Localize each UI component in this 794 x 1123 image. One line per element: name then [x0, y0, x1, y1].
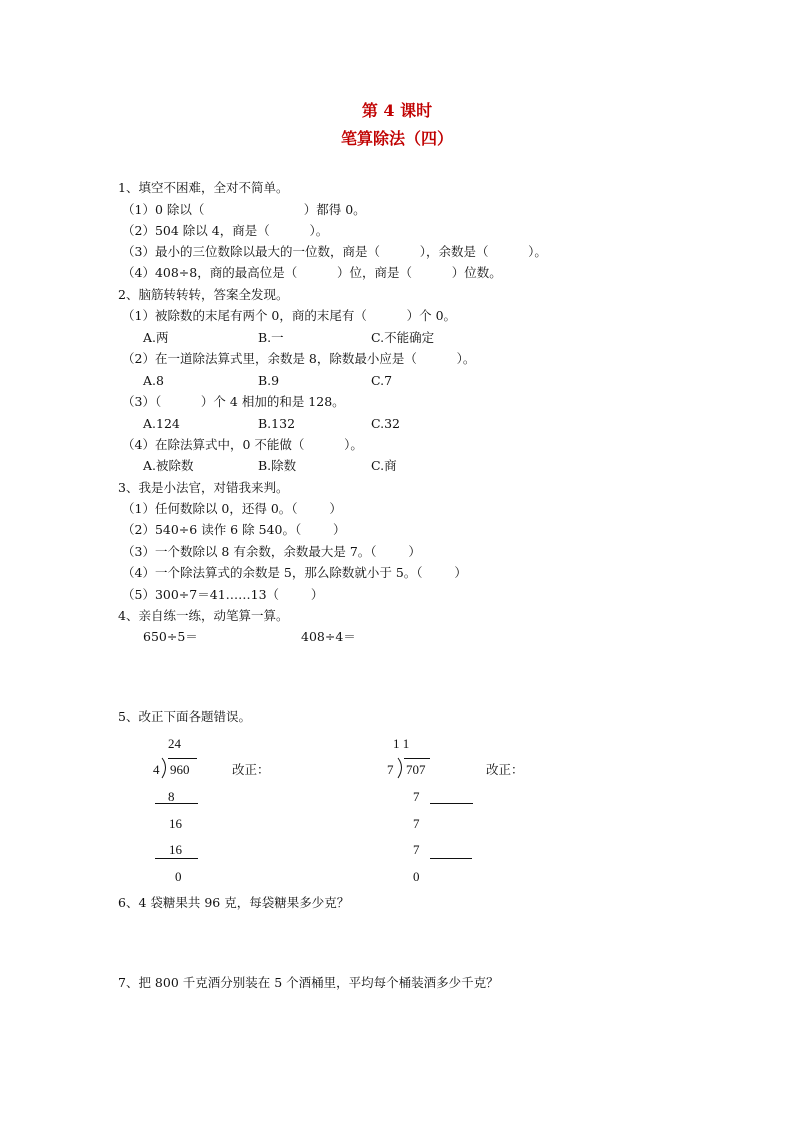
calc-expression-2: 408÷4＝ [301, 629, 356, 644]
right-quotient: 1 1 [393, 736, 410, 751]
q1-option-a: A.两 [143, 330, 169, 345]
section-5-heading: 5、改正下面各题错误。 [118, 709, 251, 724]
section-3-item-5: （5）300÷7＝41……13（ ） [122, 587, 324, 602]
right-step-1: 7 [413, 789, 420, 804]
left-step-3: 16 [169, 842, 182, 857]
section-2-question-2: （2）在一道除法算式里，余数是 8，除数最小应是（ ）。 [122, 351, 476, 366]
section-3-item-3: （3）一个数除以 8 有余数，余数最大是 7。（ ） [122, 544, 421, 559]
page-title: 笔算除法（四） [340, 129, 453, 148]
left-division-bracket [160, 757, 170, 779]
right-remainder: 0 [413, 869, 420, 884]
section-3-item-1: （1）任何数除以 0，还得 0。（ ） [122, 501, 342, 516]
section-2-heading: 2、脑筋转转转，答案全发现。 [118, 287, 289, 302]
section-7-question: 7、把 800 千克酒分别装在 5 个酒桶里，平均每个桶装酒多少千克？ [118, 975, 499, 990]
section-2-question-3: （3）（ ）个 4 相加的和是 128。 [122, 394, 345, 409]
right-divisor: 7 [387, 762, 394, 777]
q3-option-a: A.124 [143, 416, 180, 431]
right-correction-label: 改正： [486, 762, 524, 777]
section-1-item-2: （2）504 除以 4，商是（ ）。 [122, 223, 329, 238]
left-dividend: 960 [170, 762, 190, 777]
q4-option-b: B.除数 [258, 458, 297, 473]
section-4-heading: 4、亲自练一练，动笔算一算。 [118, 608, 289, 623]
right-step-line-2 [430, 858, 472, 859]
section-1-heading: 1、填空不困难，全对不简单。 [118, 180, 289, 195]
section-1-item-4: （4）408÷8，商的最高位是（ ）位，商是（ ）位数。 [122, 265, 502, 280]
q2-option-b: B.9 [258, 373, 280, 388]
right-dividend: 707 [406, 762, 426, 777]
q4-option-c: C.商 [371, 458, 397, 473]
section-1-item-1: （1）0 除以（ ）都得 0。 [122, 202, 366, 217]
q2-option-c: C.7 [371, 373, 393, 388]
section-2-question-1: （1）被除数的末尾有两个 0，商的末尾有（ ）个 0。 [122, 308, 457, 323]
q2-option-a: A.8 [143, 373, 164, 388]
right-division-bar [404, 758, 430, 759]
left-divisor: 4 [153, 762, 160, 777]
right-step-2: 7 [413, 816, 420, 831]
q4-option-a: A.被除数 [143, 458, 194, 473]
q3-option-c: C.32 [371, 416, 400, 431]
q3-option-b: B.132 [258, 416, 296, 431]
right-step-3: 7 [413, 842, 420, 857]
section-2-question-4: （4）在除法算式中，0 不能做（ ）。 [122, 437, 363, 452]
section-3-heading: 3、我是小法官，对错我来判。 [118, 480, 289, 495]
q1-option-c: C.不能确定 [371, 330, 435, 345]
section-3-item-2: （2）540÷6 读作 6 除 540。（ ） [122, 522, 346, 537]
section-3-item-4: （4）一个除法算式的余数是 5，那么除数就小于 5。（ ） [122, 565, 467, 580]
left-correction-label: 改正： [232, 762, 270, 777]
calc-expression-1: 650÷5＝ [143, 629, 198, 644]
right-step-line-1 [430, 803, 473, 804]
lesson-number-title: 第 4 课时 [361, 101, 433, 120]
left-step-line-2 [155, 858, 198, 859]
left-step-line-1 [155, 803, 198, 804]
section-1-item-3: （3）最小的三位数除以最大的一位数，商是（ ），余数是（ ）。 [122, 244, 547, 259]
left-remainder: 0 [175, 869, 182, 884]
q1-option-b: B.一 [258, 330, 284, 345]
left-quotient: 24 [168, 736, 181, 751]
left-step-1: 8 [168, 789, 175, 804]
left-step-2: 16 [169, 816, 182, 831]
section-6-question: 6、4 袋糖果共 96 克，每袋糖果多少克？ [118, 895, 350, 910]
left-division-bar [168, 758, 197, 759]
right-division-bracket [396, 757, 406, 779]
